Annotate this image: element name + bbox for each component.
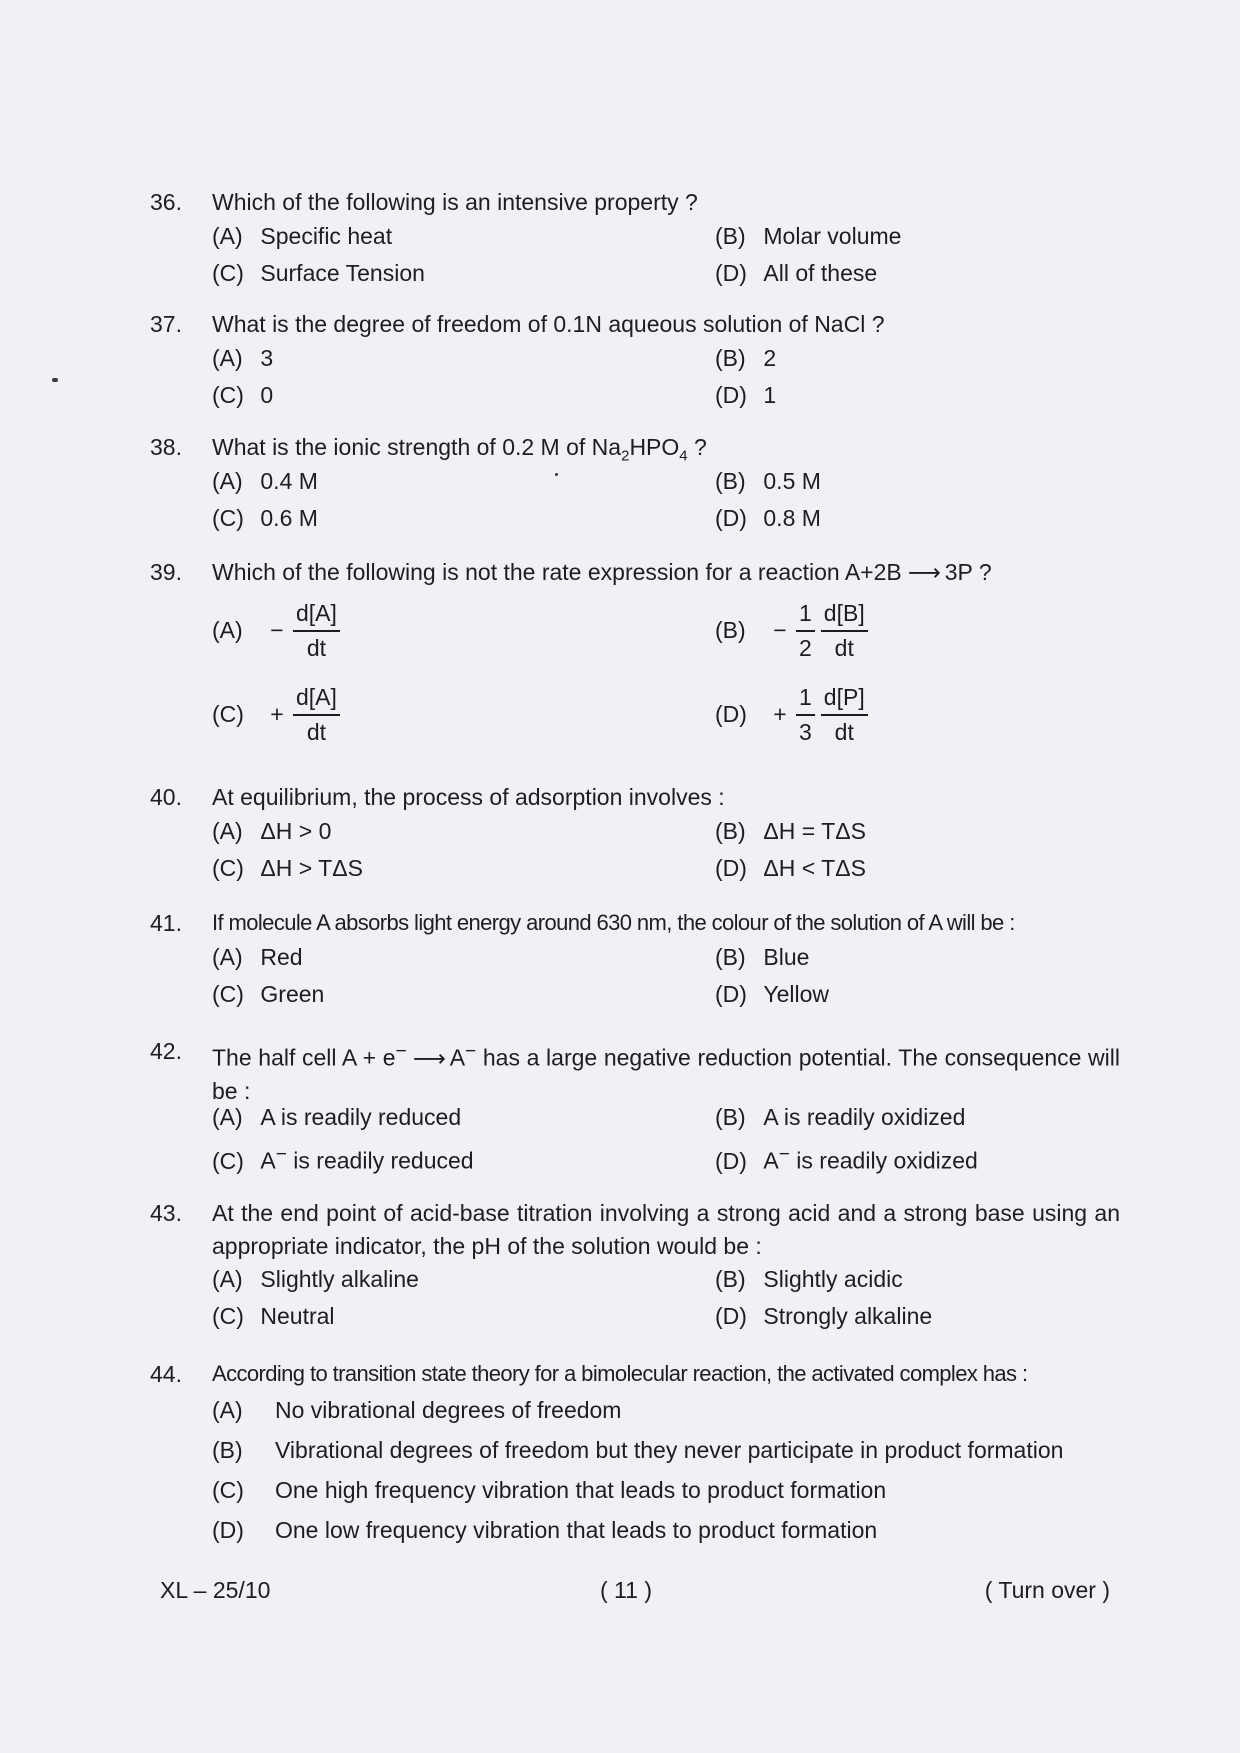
option-d: (D) All of these	[715, 260, 878, 286]
option-c: (C) Green	[212, 981, 325, 1007]
option-c: (C) Surface Tension	[212, 260, 425, 286]
option-b: (B) Blue	[715, 944, 810, 970]
option-b: (B) ΔH = TΔS	[715, 818, 866, 844]
option-d: (D) Yellow	[715, 981, 830, 1007]
question-36	[150, 186, 1120, 292]
derivative-fraction: $\frac{d[B]}{dt}$	[821, 598, 868, 663]
question-37	[150, 308, 1120, 414]
option-d: (D) ΔH < TΔS	[715, 855, 866, 881]
derivative-fraction: $\frac{d[A]}{dt}$	[293, 682, 340, 747]
option-a: (A) 3	[212, 345, 274, 371]
option-c: (C) ΔH > TΔS	[212, 855, 363, 881]
question-text: According to transition state theory for a bimolecular reaction, the activated complex has :	[212, 1361, 1028, 1386]
question-number: 38.	[150, 434, 182, 460]
question-text: The half cell A + e− ⟶ A− has a large negative reduction potential. The consequence will be :	[212, 1041, 1120, 1104]
option-c: (C) + $\frac{d[A]}{dt}$	[212, 672, 343, 756]
question-42	[150, 1035, 1120, 1173]
question-number: 40.	[150, 784, 182, 810]
question-number: 39.	[150, 559, 182, 585]
question-number: 41.	[150, 910, 182, 936]
option-a: (A) Slightly alkaline	[212, 1266, 419, 1292]
option-b: (B) 2	[715, 345, 777, 371]
option-b: (B) Slightly acidic	[715, 1266, 903, 1292]
option-a: (A) Specific heat	[212, 223, 393, 249]
question-number: 36.	[150, 189, 182, 215]
option-b: (B) A is readily oxidized	[715, 1104, 966, 1130]
question-number: 42.	[150, 1038, 182, 1064]
option-d: (D) 1	[715, 382, 777, 408]
option-c: (C) One high frequency vibration that leads to product formation	[212, 1477, 887, 1503]
paper-code: XL – 25/10	[160, 1577, 271, 1603]
option-d: (D) Strongly alkaline	[715, 1303, 933, 1329]
question-text: Which of the following is not the rate expression for a reaction A+2B ⟶ 3P ?	[212, 556, 1120, 588]
turn-over-note: ( Turn over )	[984, 1577, 1110, 1603]
option-c: (C) 0.6 M	[212, 505, 318, 531]
question-41	[150, 907, 1120, 1013]
scan-speck	[52, 378, 58, 382]
question-39	[150, 556, 1120, 756]
question-number: 37.	[150, 311, 182, 337]
option-b: (B) − $\frac{1}{2}$ $\frac{d[B]}{dt}$	[715, 588, 871, 672]
option-d: (D) A− is readily oxidized	[715, 1144, 978, 1174]
option-b: (B) Molar volume	[715, 223, 902, 249]
page-footer	[160, 1573, 1110, 1607]
option-a: (A) No vibrational degrees of freedom	[212, 1397, 622, 1423]
option-b: (B) 0.5 M	[715, 468, 821, 494]
option-d: (D) 0.8 M	[715, 505, 821, 531]
question-number: 43.	[150, 1200, 182, 1226]
option-b: (B) Vibrational degrees of freedom but they never participate in product formation	[212, 1437, 1064, 1463]
question-text: At the end point of acid-base titration involving a strong acid and a strong base using an appropriate indicator, the pH of the solution would be :	[212, 1200, 1120, 1259]
option-a: (A) Red	[212, 944, 303, 970]
reaction-arrow: ⟶	[412, 1044, 444, 1071]
question-number: 44.	[150, 1361, 182, 1387]
option-d: (D) + $\frac{1}{3}$ $\frac{d[P]}{dt}$	[715, 672, 871, 756]
question-text: What is the ionic strength of 0.2 M of $Na_2HPO_4$ ?	[212, 434, 707, 465]
derivative-fraction: $\frac{d[A]}{dt}$	[293, 598, 340, 663]
option-c: (C) Neutral	[212, 1303, 335, 1329]
option-a: (A) − $\frac{d[A]}{dt}$	[212, 588, 343, 672]
option-a: (A) 0.4 M	[212, 468, 318, 494]
option-c: (C) A− is readily reduced	[212, 1144, 474, 1174]
option-d: (D) One low frequency vibration that leads to product formation	[212, 1517, 878, 1543]
question-44	[150, 1358, 1120, 1550]
page-number: ( 11 )	[600, 1577, 652, 1603]
option-a: (A) ΔH > 0	[212, 818, 332, 844]
reaction-arrow: ⟶	[907, 559, 939, 585]
question-40	[150, 781, 1120, 887]
question-text: Which of the following is an intensive property ?	[212, 189, 698, 215]
question-43	[150, 1197, 1120, 1335]
question-text: At equilibrium, the process of adsorption involves :	[212, 784, 725, 810]
option-a: (A) A is readily reduced	[212, 1104, 462, 1130]
coefficient-fraction: $\frac{1}{2}$	[796, 598, 815, 663]
question-38	[150, 431, 1120, 537]
question-text: If molecule A absorbs light energy around 630 nm, the colour of the solution of A will be :	[212, 910, 1015, 935]
option-c: (C) 0	[212, 382, 274, 408]
question-text: What is the degree of freedom of 0.1N aqueous solution of NaCl ?	[212, 311, 885, 337]
derivative-fraction: $\frac{d[P]}{dt}$	[821, 682, 868, 747]
coefficient-fraction: $\frac{1}{3}$	[796, 682, 815, 747]
